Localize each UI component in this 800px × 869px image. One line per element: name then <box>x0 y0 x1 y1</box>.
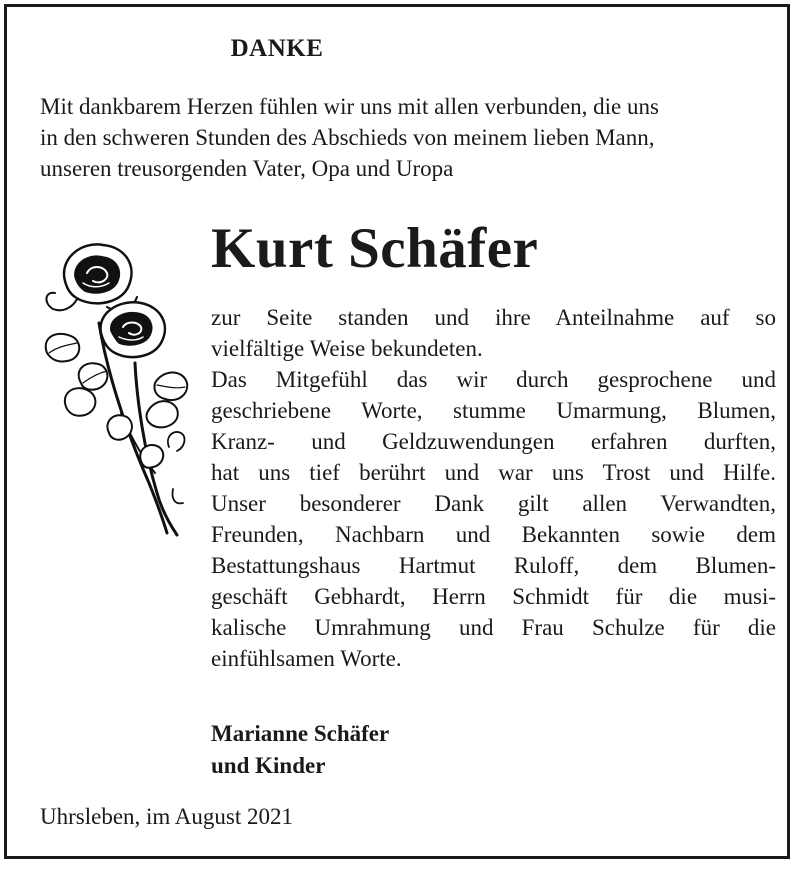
deceased-name: Kurt Schäfer <box>211 217 539 280</box>
body-line: vielfältige Weise bekundeten. <box>211 336 483 361</box>
body-line: geschriebene Worte, stumme Umarmung, Blumen, <box>211 398 776 423</box>
signature-line: Marianne Schäfer <box>211 721 390 746</box>
intro-text <box>40 91 780 184</box>
body-line: Das Mitgefühl das wir durch gesprochene und <box>211 367 776 392</box>
intro-line: Mit dankbarem Herzen fühlen wir uns mit allen verbunden, die uns <box>40 94 659 119</box>
signature-line: und Kinder <box>211 753 326 778</box>
body-line: zur Seite standen und ihre Anteilnahme auf so <box>211 305 776 330</box>
body-line: einfühlsamen Worte. <box>211 646 402 671</box>
body-line: Unser besonderer Dank gilt allen Verwandten, <box>211 491 776 516</box>
body-line: hat uns tief berührt und war uns Trost und Hilfe. <box>211 460 776 485</box>
intro-line: in den schweren Stunden des Abschieds von meinem lieben Mann, <box>40 125 655 150</box>
heading: DANKE <box>230 35 324 62</box>
body-line: geschäft Gebhardt, Herrn Schmidt für die musi- <box>211 584 776 609</box>
body-text <box>211 302 776 674</box>
signature <box>211 718 389 782</box>
body-line: Bestattungshaus Hartmut Ruloff, dem Blumen- <box>211 553 776 578</box>
intro-line: unseren treusorgenden Vater, Opa und Uropa <box>40 156 454 181</box>
rose-icon <box>37 233 197 545</box>
obituary-notice <box>4 4 790 859</box>
body-line: kalische Umrahmung und Frau Schulze für die <box>211 615 776 640</box>
body-line: Freunden, Nachbarn und Bekannten sowie dem <box>211 522 776 547</box>
place-date: Uhrsleben, im August 2021 <box>40 804 293 829</box>
body-line: Kranz- und Geldzuwendungen erfahren durften, <box>211 429 776 454</box>
